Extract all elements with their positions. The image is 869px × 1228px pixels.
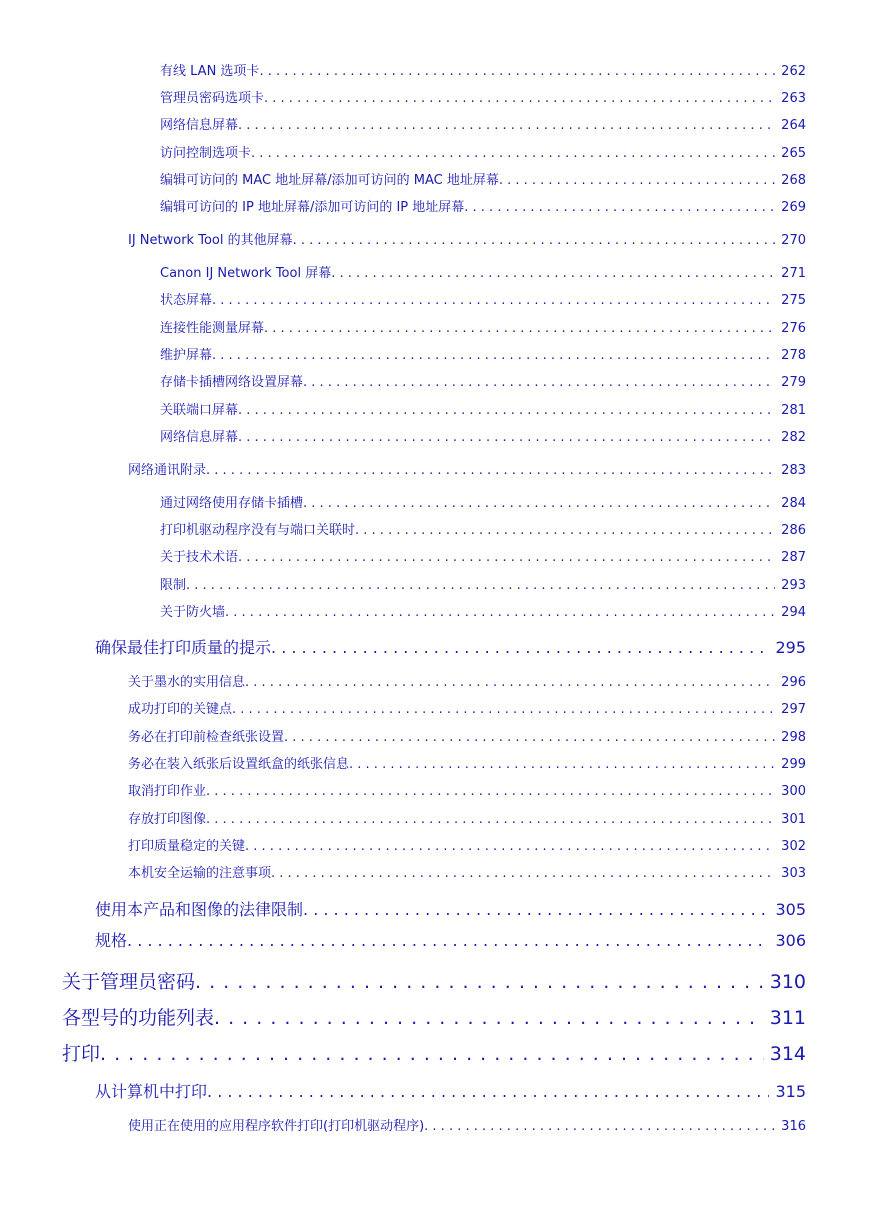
dot-leader bbox=[195, 968, 764, 996]
toc-entry-page-number: 263 bbox=[781, 91, 806, 106]
toc-entry-title: Canon IJ Network Tool 屏幕 bbox=[160, 266, 332, 281]
toc-entry-page-number: 276 bbox=[781, 321, 806, 336]
toc-entry[interactable] bbox=[128, 728, 806, 748]
toc-entry-title: 务必在装入纸张后设置纸盒的纸张信息 bbox=[128, 757, 350, 772]
toc-entry[interactable] bbox=[160, 576, 806, 596]
toc-entry-title: 访问控制选项卡 bbox=[160, 146, 252, 161]
toc-entry[interactable] bbox=[160, 373, 806, 393]
dot-leader bbox=[499, 171, 775, 191]
toc-entry[interactable] bbox=[160, 521, 806, 541]
dot-leader bbox=[206, 782, 775, 802]
toc-entry-title: 网络信息屏幕 bbox=[160, 430, 239, 445]
toc-entry-page-number: 311 bbox=[769, 1007, 806, 1029]
toc-entry-title: 确保最佳打印质量的提示 bbox=[95, 638, 272, 657]
dot-leader bbox=[331, 264, 775, 284]
toc-entry-page-number: 310 bbox=[769, 971, 806, 993]
toc-entry[interactable] bbox=[160, 144, 806, 164]
dot-leader bbox=[303, 494, 775, 514]
toc-entry-page-number: 306 bbox=[775, 931, 806, 950]
toc-entry-page-number: 275 bbox=[781, 293, 806, 308]
dot-leader bbox=[303, 373, 775, 393]
toc-entry-title: 打印 bbox=[62, 1043, 101, 1065]
toc-entry-title: 取消打印作业 bbox=[128, 784, 207, 799]
toc-entry-title: 本机安全运输的注意事项 bbox=[128, 866, 272, 881]
toc-entry-page-number: 303 bbox=[781, 866, 806, 881]
toc-entry[interactable] bbox=[62, 1040, 806, 1068]
toc-entry-title: 务必在打印前检查纸张设置 bbox=[128, 730, 285, 745]
dot-leader bbox=[206, 810, 775, 830]
toc-entry-page-number: 283 bbox=[781, 463, 806, 478]
dot-leader bbox=[251, 144, 775, 164]
toc-entry-page-number: 281 bbox=[781, 403, 806, 418]
dot-leader bbox=[238, 428, 775, 448]
toc-entry[interactable] bbox=[95, 929, 806, 953]
toc-entry-page-number: 316 bbox=[781, 1119, 806, 1134]
toc-entry-page-number: 314 bbox=[769, 1043, 806, 1065]
toc-entry-page-number: 297 bbox=[781, 702, 806, 717]
dot-leader bbox=[238, 116, 775, 136]
toc-entry-page-number: 282 bbox=[781, 430, 806, 445]
toc-entry[interactable] bbox=[160, 198, 806, 218]
toc-entry[interactable] bbox=[128, 673, 806, 693]
toc-entry[interactable] bbox=[128, 461, 806, 481]
toc-entry-page-number: 284 bbox=[781, 496, 806, 511]
toc-entry[interactable] bbox=[160, 494, 806, 514]
dot-leader bbox=[206, 461, 775, 481]
toc-entry[interactable] bbox=[128, 231, 806, 251]
toc-entry[interactable] bbox=[160, 171, 806, 191]
toc-entry-page-number: 264 bbox=[781, 118, 806, 133]
toc-entry-title: 编辑可访问的 MAC 地址屏幕/添加可访问的 MAC 地址屏幕 bbox=[160, 173, 499, 188]
dot-leader bbox=[303, 898, 769, 922]
toc-entry-title: 使用本产品和图像的法律限制 bbox=[95, 900, 304, 919]
toc-entry-title: 各型号的功能列表 bbox=[62, 1007, 215, 1029]
toc-entry[interactable] bbox=[160, 319, 806, 339]
dot-leader bbox=[186, 576, 775, 596]
toc-entry-page-number: 268 bbox=[781, 173, 806, 188]
toc-entry-page-number: 270 bbox=[781, 233, 806, 248]
dot-leader bbox=[100, 1040, 764, 1068]
toc-entry-title: 限制 bbox=[160, 578, 187, 593]
toc-entry-title: 打印质量稳定的关键 bbox=[128, 839, 246, 854]
toc-entry-page-number: 269 bbox=[781, 200, 806, 215]
toc-entry-title: 成功打印的关键点 bbox=[128, 702, 233, 717]
toc-entry-title: 状态屏幕 bbox=[160, 293, 213, 308]
toc-entry[interactable] bbox=[128, 700, 806, 720]
toc-entry-page-number: 279 bbox=[781, 375, 806, 390]
dot-leader bbox=[214, 1004, 764, 1032]
toc-entry[interactable] bbox=[160, 603, 806, 623]
toc-entry[interactable] bbox=[62, 1004, 806, 1032]
toc-entry-title: 关于技术术语 bbox=[160, 550, 239, 565]
dot-leader bbox=[238, 548, 775, 568]
toc-entry[interactable] bbox=[128, 755, 806, 775]
toc-entry[interactable] bbox=[95, 898, 806, 922]
toc-entry-page-number: 262 bbox=[781, 64, 806, 79]
toc-entry-title: 规格 bbox=[95, 931, 128, 950]
toc-entry-page-number: 271 bbox=[781, 266, 806, 281]
toc-entry-page-number: 299 bbox=[781, 757, 806, 772]
dot-leader bbox=[245, 837, 775, 857]
dot-leader bbox=[245, 673, 775, 693]
dot-leader bbox=[271, 636, 769, 660]
toc-entry-title: 关于防火墙 bbox=[160, 605, 226, 620]
dot-leader bbox=[207, 1080, 769, 1104]
toc-entry-title: 关于管理员密码 bbox=[62, 971, 196, 993]
dot-leader bbox=[259, 62, 775, 82]
toc-entry-title: 编辑可访问的 IP 地址屏幕/添加可访问的 IP 地址屏幕 bbox=[160, 200, 465, 215]
toc-entry-title: 网络信息屏幕 bbox=[160, 118, 239, 133]
dot-leader bbox=[264, 319, 775, 339]
dot-leader bbox=[271, 864, 775, 884]
toc-entry-title: 从计算机中打印 bbox=[95, 1082, 208, 1101]
toc-entry[interactable] bbox=[62, 968, 806, 996]
toc-entry-page-number: 278 bbox=[781, 348, 806, 363]
toc-entry-title: 关于墨水的实用信息 bbox=[128, 675, 246, 690]
toc-entry[interactable] bbox=[128, 782, 806, 802]
toc-entry[interactable] bbox=[128, 837, 806, 857]
toc-entry-title: 使用正在使用的应用程序软件打印(打印机驱动程序) bbox=[128, 1119, 425, 1134]
toc-entry-title: 管理员密码选项卡 bbox=[160, 91, 265, 106]
dot-leader bbox=[464, 198, 775, 218]
toc-entry-title: 连接性能测量屏幕 bbox=[160, 321, 265, 336]
toc-entry-page-number: 294 bbox=[781, 605, 806, 620]
dot-leader bbox=[264, 89, 775, 109]
toc-entry-title: IJ Network Tool 的其他屏幕 bbox=[128, 233, 293, 248]
dot-leader bbox=[232, 700, 775, 720]
toc-entry-page-number: 287 bbox=[781, 550, 806, 565]
toc-entry[interactable] bbox=[95, 1080, 806, 1104]
dot-leader bbox=[424, 1117, 775, 1137]
toc-entry-title: 网络通讯附录 bbox=[128, 463, 207, 478]
toc-entry[interactable] bbox=[128, 864, 806, 884]
dot-leader bbox=[355, 521, 775, 541]
toc-entry-title: 存储卡插槽网络设置屏幕 bbox=[160, 375, 304, 390]
dot-leader bbox=[127, 929, 769, 953]
toc-entry-title: 通过网络使用存储卡插槽 bbox=[160, 496, 304, 511]
toc-entry[interactable] bbox=[160, 89, 806, 109]
toc-entry-page-number: 293 bbox=[781, 578, 806, 593]
toc-entry[interactable] bbox=[128, 1117, 806, 1137]
toc-entry-title: 有线 LAN 选项卡 bbox=[160, 64, 260, 79]
toc-entry-page-number: 298 bbox=[781, 730, 806, 745]
toc-entry-page-number: 301 bbox=[781, 812, 806, 827]
toc-entry-title: 打印机驱动程序没有与端口关联时 bbox=[160, 523, 356, 538]
toc-entry[interactable] bbox=[160, 116, 806, 136]
toc-entry[interactable] bbox=[160, 548, 806, 568]
toc-entry[interactable] bbox=[160, 264, 806, 284]
dot-leader bbox=[284, 728, 775, 748]
toc-entry[interactable] bbox=[160, 62, 806, 82]
dot-leader bbox=[238, 401, 775, 421]
toc-entry[interactable] bbox=[160, 346, 806, 366]
toc-entry-page-number: 300 bbox=[781, 784, 806, 799]
toc-entry[interactable] bbox=[160, 291, 806, 311]
toc-entry-page-number: 296 bbox=[781, 675, 806, 690]
toc-entry[interactable] bbox=[128, 810, 806, 830]
toc-entry-page-number: 286 bbox=[781, 523, 806, 538]
toc-entry-page-number: 295 bbox=[775, 638, 806, 657]
dot-leader bbox=[225, 603, 775, 623]
dot-leader bbox=[212, 291, 775, 311]
toc-entry-title: 存放打印图像 bbox=[128, 812, 207, 827]
dot-leader bbox=[212, 346, 775, 366]
toc-entry[interactable] bbox=[160, 401, 806, 421]
toc-entry[interactable] bbox=[160, 428, 806, 448]
toc-entry-page-number: 302 bbox=[781, 839, 806, 854]
toc-entry-title: 关联端口屏幕 bbox=[160, 403, 239, 418]
dot-leader bbox=[349, 755, 775, 775]
toc-entry[interactable] bbox=[95, 636, 806, 660]
toc-entry-page-number: 315 bbox=[775, 1082, 806, 1101]
toc-entry-page-number: 305 bbox=[775, 900, 806, 919]
toc-entry-page-number: 265 bbox=[781, 146, 806, 161]
dot-leader bbox=[293, 231, 776, 251]
toc-entry-title: 维护屏幕 bbox=[160, 348, 213, 363]
